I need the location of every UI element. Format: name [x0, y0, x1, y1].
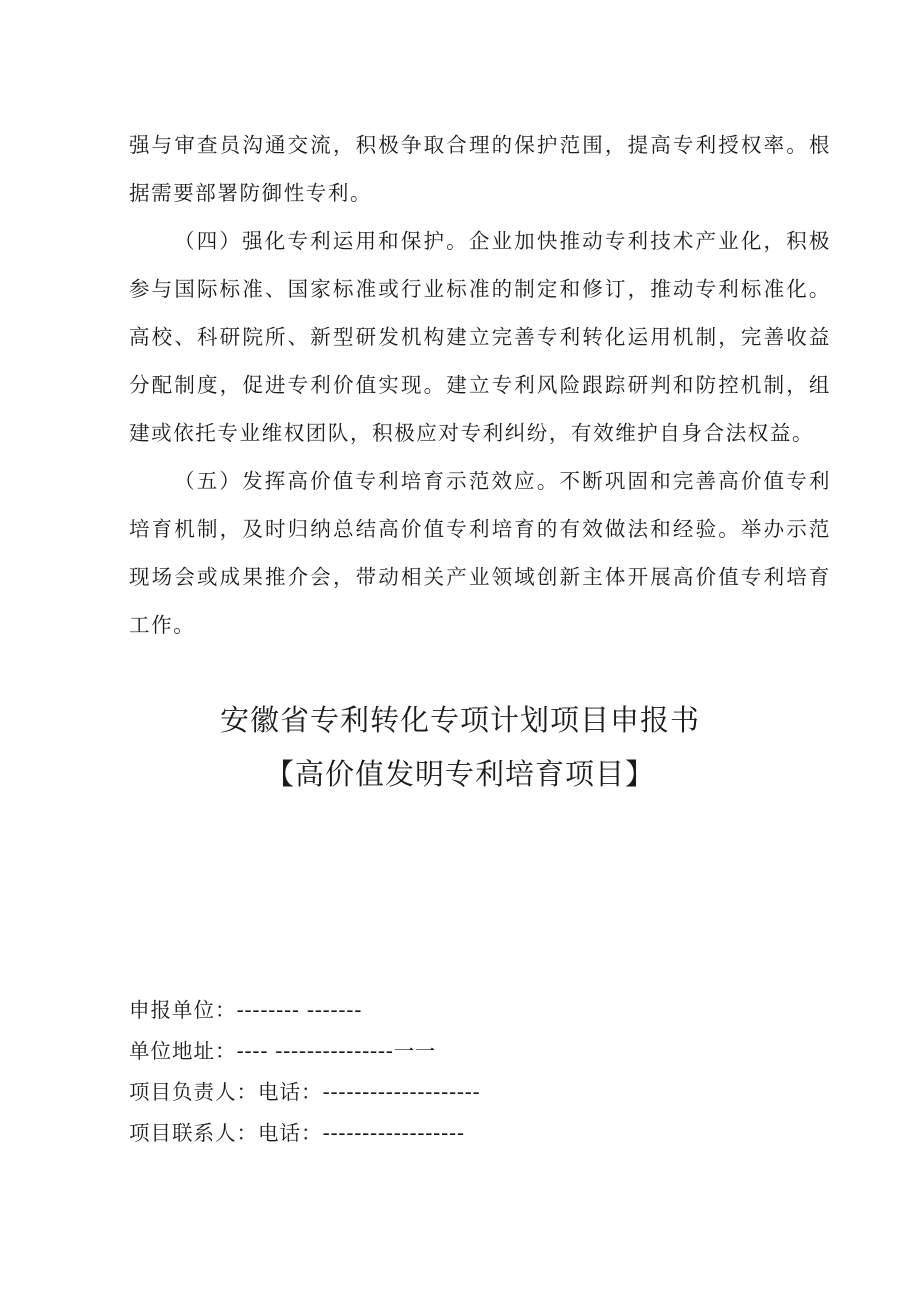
form-field-applicant-unit: -------- ------- [236, 998, 362, 1022]
form-label-applicant-unit: 申报单位： [129, 998, 237, 1022]
form-row-project-contact [129, 1113, 829, 1154]
form-row-unit-address [129, 1031, 829, 1072]
body-text [129, 121, 831, 649]
form-label-project-contact: 项目联系人：电话： [129, 1121, 323, 1145]
cover-title-block [0, 694, 920, 800]
application-form [129, 990, 829, 1154]
form-field-project-contact: ------------------ [322, 1121, 465, 1145]
paragraph-strengthen-patent-use: （四）强化专利运用和保护。企业加快推动专利技术产业化，积极参与国际标准、国家标准或行业标准的制定和修订，推动专利标准化。高校、科研院所、新型研发机构建立完善专利转化运用机制，完善收益分配制度，促进专利价值实现。建立专利风险跟踪研判和防控机制，组建或依托专业维权团队，积极应对专利纠纷，有效维护自身合法权益。 [129, 229, 831, 445]
form-field-project-leader: -------------------- [322, 1080, 481, 1104]
form-row-applicant-unit [129, 990, 829, 1031]
form-field-unit-address: ---- ---------------一一 [236, 1039, 436, 1063]
paragraph-continuation: 强与审查员沟通交流，积极争取合理的保护范围，提高专利授权率。根据需要部署防御性专利。 [129, 133, 831, 205]
form-label-project-leader: 项目负责人：电话： [129, 1080, 323, 1104]
form-row-project-leader [129, 1072, 829, 1113]
form-label-unit-address: 单位地址： [129, 1039, 237, 1063]
document-subtitle: 【高价值发明专利培育项目】 [264, 757, 655, 791]
paragraph-demonstration-effect: （五）发挥高价值专利培育示范效应。不断巩固和完善高价值专利培育机制，及时归纳总结高价值专利培育的有效做法和经验。举办示范现场会或成果推介会，带动相关产业领域创新主体开展高价值专利培育工作。 [129, 469, 831, 637]
document-title: 安徽省专利转化专项计划项目申报书 [219, 703, 700, 737]
